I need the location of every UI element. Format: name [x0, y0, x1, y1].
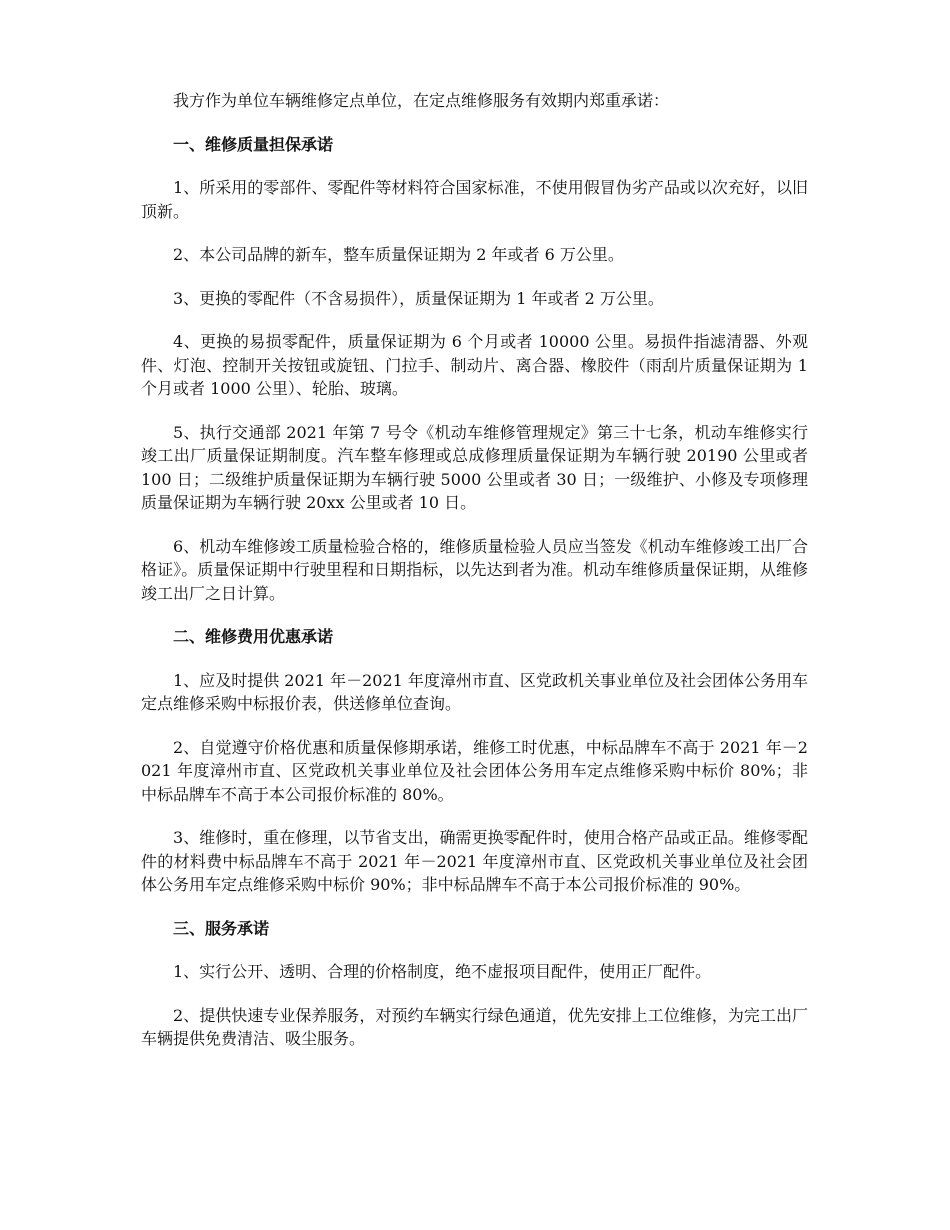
section-item: 3、维修时，重在修理，以节省支出，确需更换零配件时，使用合格产品或正品。维修零配件的材料费中标品牌车不高于 2021 年－2021 年度漳州市直、区党政机关事业单位及社会团体公务用车定点维修采购中标价 90%；非中标品牌车不高于本公司报价标准的 90%。: [141, 828, 808, 894]
section-heading: 一、维修质量担保承诺: [173, 134, 334, 154]
section-item: 5、执行交通部 2021 年第 7 号令《机动车维修管理规定》第三十七条，机动车维修实行竣工出厂质量保证期制度。汽车整车修理或总成修理质量保证期为车辆行驶 20190 公里或者 100 日；二级维护质量保证期为车辆行驶 5000 公里或者 30 日；一级维护、小修及专项修理质量保证期为车辆行驶 20xx 公里或者 10 日。: [141, 422, 808, 512]
section-cost-discount: [141, 625, 808, 897]
section-heading: 二、维修费用优惠承诺: [173, 627, 334, 646]
section-item: 1、应及时提供 2021 年－2021 年度漳州市直、区党政机关事业单位及社会团体公务用车定点维修采购中标报价表，供送修单位查询。: [141, 670, 808, 713]
section-item: 2、自觉遵守价格优惠和质量保修期承诺，维修工时优惠，中标品牌车不高于 2021 年－2021 年度漳州市直、区党政机关事业单位及社会团体公务用车定点维修采购中标价 80%；非中标品牌车不高于本公司报价标准的 80%。: [141, 737, 808, 804]
section-item: 1、实行公开、透明、合理的价格制度，绝不虚报项目配件，使用正厂配件。: [173, 962, 712, 981]
section-item: 1、所采用的零部件、零配件等材料符合国家标准，不使用假冒伪劣产品或以次充好，以旧顶新。: [141, 178, 808, 221]
section-quality-warranty: [141, 133, 808, 606]
section-item: 2、本公司品牌的新车，整车质量保证期为 2 年或者 6 万公里。: [173, 245, 624, 264]
section-item: 3、更换的零配件（不含易损件），质量保证期为 1 年或者 2 万公里。: [173, 288, 664, 308]
section-service: [141, 917, 808, 1051]
section-heading: 三、服务承诺: [173, 918, 270, 938]
section-item: 6、机动车维修竣工质量检验合格的，维修质量检验人员应当签发《机动车维修竣工出厂合格证》。质量保证期中行驶里程和日期指标，以先达到者为准。机动车维修质量保证期，从维修竣工出厂之日计算。: [141, 536, 808, 603]
section-item: 4、更换的易损零配件，质量保证期为 6 个月或者 10000 公里。易损件指滤清器、外观件、灯泡、控制开关按钮或旋钮、门拉手、制动片、离合器、橡胶件（雨刮片质量保证期为 1 个月或者 1000 公里）、轮胎、玻璃。: [141, 332, 808, 398]
intro-paragraph: 我方作为单位车辆维修定点单位，在定点维修服务有效期内郑重承诺：: [173, 91, 670, 110]
section-item: 2、提供快速专业保养服务，对预约车辆实行绿色通道，优先安排上工位维修，为完工出厂车辆提供免费清洁、吸尘服务。: [141, 1005, 808, 1048]
